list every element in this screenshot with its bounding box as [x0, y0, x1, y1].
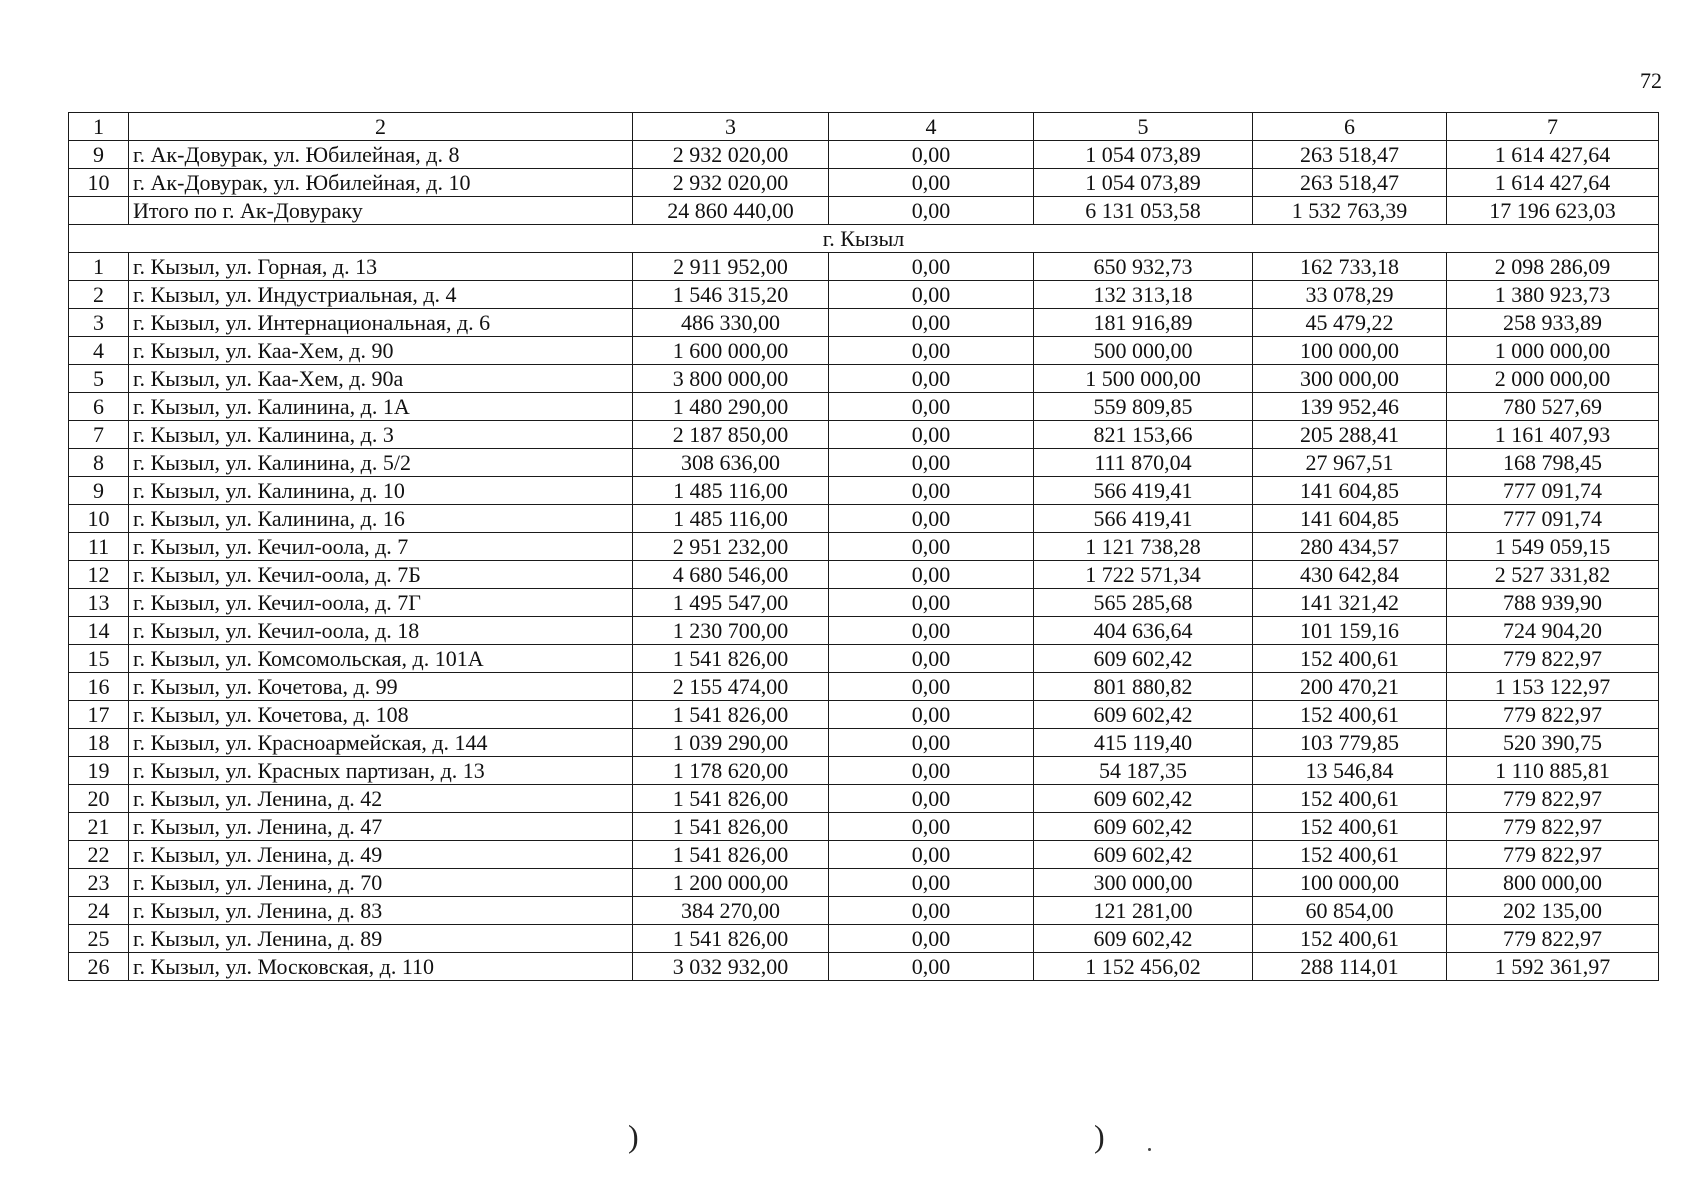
row-number-cell: 20 [69, 785, 129, 813]
col7-cell: 724 904,20 [1447, 617, 1659, 645]
col4-cell: 0,00 [829, 617, 1034, 645]
col7-cell: 777 091,74 [1447, 477, 1659, 505]
col6-cell: 288 114,01 [1253, 953, 1447, 981]
table-row [69, 533, 1659, 561]
col5-cell: 1 500 000,00 [1034, 365, 1253, 393]
address-cell: г. Кызыл, ул. Интернациональная, д. 6 [129, 309, 633, 337]
col4-cell: 0,00 [829, 701, 1034, 729]
row-number-cell: 25 [69, 925, 129, 953]
row-number-cell: 6 [69, 393, 129, 421]
address-cell: г. Кызыл, ул. Калинина, д. 5/2 [129, 449, 633, 477]
col4-cell: 0,00 [829, 505, 1034, 533]
row-number-cell: 4 [69, 337, 129, 365]
col4-cell: 0,00 [829, 281, 1034, 309]
address-cell: г. Кызыл, ул. Красных партизан, д. 13 [129, 757, 633, 785]
page-number: 72 [1640, 68, 1662, 93]
col6-cell: 200 470,21 [1253, 673, 1447, 701]
row-number-cell: 3 [69, 309, 129, 337]
footer-mark-left: ) [628, 1118, 639, 1154]
col4-cell: 0,00 [829, 253, 1034, 281]
col3-cell: 2 155 474,00 [633, 673, 829, 701]
table-row [69, 253, 1659, 281]
address-cell: г. Кызыл, ул. Ленина, д. 70 [129, 869, 633, 897]
address-cell: г. Кызыл, ул. Красноармейская, д. 144 [129, 729, 633, 757]
col7-cell: 1 153 122,97 [1447, 673, 1659, 701]
row-number-cell: 7 [69, 421, 129, 449]
table-row [69, 953, 1659, 981]
col3-cell: 384 270,00 [633, 897, 829, 925]
data-table [68, 112, 1659, 981]
col7-cell: 202 135,00 [1447, 897, 1659, 925]
col6-cell: 205 288,41 [1253, 421, 1447, 449]
col7-cell: 780 527,69 [1447, 393, 1659, 421]
table-row [69, 477, 1659, 505]
footer-mark-right: ) [1094, 1118, 1105, 1154]
col6-cell: 162 733,18 [1253, 253, 1447, 281]
col7-cell: 777 091,74 [1447, 505, 1659, 533]
col4-cell: 0,00 [829, 785, 1034, 813]
table-row [69, 897, 1659, 925]
row-number-cell: 19 [69, 757, 129, 785]
col4-cell: 0,00 [829, 449, 1034, 477]
col3-cell: 24 860 440,00 [633, 197, 829, 225]
col5-cell: 609 602,42 [1034, 785, 1253, 813]
table-row [69, 673, 1659, 701]
col6-cell: 141 604,85 [1253, 505, 1447, 533]
col5-cell: 121 281,00 [1034, 897, 1253, 925]
col4-cell: 0,00 [829, 589, 1034, 617]
col7-cell: 779 822,97 [1447, 813, 1659, 841]
table-row [69, 617, 1659, 645]
col6-cell: 280 434,57 [1253, 533, 1447, 561]
col4-cell: 0,00 [829, 729, 1034, 757]
col5-cell: 821 153,66 [1034, 421, 1253, 449]
row-number-cell: 9 [69, 141, 129, 169]
col5-cell: 565 285,68 [1034, 589, 1253, 617]
col5-cell: 404 636,64 [1034, 617, 1253, 645]
table-row [69, 449, 1659, 477]
col3-cell: 1 600 000,00 [633, 337, 829, 365]
row-number-cell: 11 [69, 533, 129, 561]
col5-cell: 300 000,00 [1034, 869, 1253, 897]
row-number-cell: 22 [69, 841, 129, 869]
col4-cell: 0,00 [829, 673, 1034, 701]
col4-cell: 0,00 [829, 169, 1034, 197]
col5-cell: 609 602,42 [1034, 841, 1253, 869]
col7-cell: 1 380 923,73 [1447, 281, 1659, 309]
col5-cell: 1 722 571,34 [1034, 561, 1253, 589]
col6-cell: 103 779,85 [1253, 729, 1447, 757]
col4-cell: 0,00 [829, 309, 1034, 337]
col7-cell: 779 822,97 [1447, 925, 1659, 953]
col4-cell: 0,00 [829, 645, 1034, 673]
address-cell: г. Кызыл, ул. Кечил-оола, д. 7Б [129, 561, 633, 589]
col4-cell: 0,00 [829, 869, 1034, 897]
address-cell: г. Кызыл, ул. Калинина, д. 16 [129, 505, 633, 533]
col6-cell: 152 400,61 [1253, 813, 1447, 841]
col3-cell: 1 541 826,00 [633, 813, 829, 841]
col7-cell: 520 390,75 [1447, 729, 1659, 757]
address-cell: г. Кызыл, ул. Ленина, д. 49 [129, 841, 633, 869]
col6-cell: 141 321,42 [1253, 589, 1447, 617]
table-row [69, 561, 1659, 589]
col4-cell: 0,00 [829, 533, 1034, 561]
col3-cell: 3 800 000,00 [633, 365, 829, 393]
col5-cell: 1 054 073,89 [1034, 141, 1253, 169]
col7-cell: 1 614 427,64 [1447, 141, 1659, 169]
col4-cell: 0,00 [829, 421, 1034, 449]
column-header: 5 [1034, 113, 1253, 141]
row-number-cell: 17 [69, 701, 129, 729]
col3-cell: 1 541 826,00 [633, 925, 829, 953]
address-cell: г. Кызыл, ул. Ленина, д. 47 [129, 813, 633, 841]
row-number-cell [69, 197, 129, 225]
col5-cell: 566 419,41 [1034, 477, 1253, 505]
address-cell: г. Кызыл, ул. Индустриальная, д. 4 [129, 281, 633, 309]
table-row [69, 785, 1659, 813]
col5-cell: 609 602,42 [1034, 813, 1253, 841]
table-row [69, 701, 1659, 729]
table-row [69, 141, 1659, 169]
col3-cell: 3 032 932,00 [633, 953, 829, 981]
row-number-cell: 1 [69, 253, 129, 281]
address-cell: г. Кызыл, ул. Каа-Хем, д. 90а [129, 365, 633, 393]
row-number-cell: 10 [69, 505, 129, 533]
col6-cell: 13 546,84 [1253, 757, 1447, 785]
col7-cell: 1 161 407,93 [1447, 421, 1659, 449]
col7-cell: 2 098 286,09 [1447, 253, 1659, 281]
col7-cell: 1 549 059,15 [1447, 533, 1659, 561]
col6-cell: 152 400,61 [1253, 925, 1447, 953]
col6-cell: 27 967,51 [1253, 449, 1447, 477]
col5-cell: 181 916,89 [1034, 309, 1253, 337]
column-header: 7 [1447, 113, 1659, 141]
table-row [69, 309, 1659, 337]
row-number-cell: 24 [69, 897, 129, 925]
table-row [69, 393, 1659, 421]
address-cell: г. Кызыл, ул. Кечил-оола, д. 7Г [129, 589, 633, 617]
col7-cell: 2 000 000,00 [1447, 365, 1659, 393]
col5-cell: 6 131 053,58 [1034, 197, 1253, 225]
col4-cell: 0,00 [829, 813, 1034, 841]
col4-cell: 0,00 [829, 477, 1034, 505]
table-body [69, 113, 1659, 981]
col7-cell: 258 933,89 [1447, 309, 1659, 337]
address-cell: г. Кызыл, ул. Калинина, д. 1А [129, 393, 633, 421]
address-cell: г. Кызыл, ул. Кечил-оола, д. 18 [129, 617, 633, 645]
col7-cell: 2 527 331,82 [1447, 561, 1659, 589]
col7-cell: 1 614 427,64 [1447, 169, 1659, 197]
col4-cell: 0,00 [829, 337, 1034, 365]
col4-cell: 0,00 [829, 393, 1034, 421]
table-row [69, 365, 1659, 393]
col4-cell: 0,00 [829, 897, 1034, 925]
address-cell: г. Кызыл, ул. Кочетова, д. 99 [129, 673, 633, 701]
col5-cell: 54 187,35 [1034, 757, 1253, 785]
col7-cell: 1 110 885,81 [1447, 757, 1659, 785]
row-number-cell: 21 [69, 813, 129, 841]
col5-cell: 609 602,42 [1034, 645, 1253, 673]
address-cell: г. Кызыл, ул. Московская, д. 110 [129, 953, 633, 981]
row-number-cell: 23 [69, 869, 129, 897]
col5-cell: 559 809,85 [1034, 393, 1253, 421]
address-cell: г. Кызыл, ул. Кочетова, д. 108 [129, 701, 633, 729]
row-number-cell: 9 [69, 477, 129, 505]
col3-cell: 2 911 952,00 [633, 253, 829, 281]
col4-cell: 0,00 [829, 953, 1034, 981]
col3-cell: 1 541 826,00 [633, 645, 829, 673]
row-number-cell: 18 [69, 729, 129, 757]
col7-cell: 788 939,90 [1447, 589, 1659, 617]
table-row [69, 841, 1659, 869]
col6-cell: 100 000,00 [1253, 869, 1447, 897]
table-row [69, 169, 1659, 197]
col3-cell: 1 541 826,00 [633, 785, 829, 813]
col7-cell: 800 000,00 [1447, 869, 1659, 897]
table-row [69, 729, 1659, 757]
col6-cell: 100 000,00 [1253, 337, 1447, 365]
col3-cell: 1 039 290,00 [633, 729, 829, 757]
col3-cell: 1 541 826,00 [633, 701, 829, 729]
col4-cell: 0,00 [829, 561, 1034, 589]
col6-cell: 1 532 763,39 [1253, 197, 1447, 225]
col3-cell: 1 485 116,00 [633, 477, 829, 505]
col6-cell: 101 159,16 [1253, 617, 1447, 645]
col6-cell: 141 604,85 [1253, 477, 1447, 505]
col6-cell: 263 518,47 [1253, 141, 1447, 169]
col3-cell: 2 187 850,00 [633, 421, 829, 449]
col7-cell: 17 196 623,03 [1447, 197, 1659, 225]
col4-cell: 0,00 [829, 141, 1034, 169]
col5-cell: 132 313,18 [1034, 281, 1253, 309]
address-cell: г. Кызыл, ул. Ленина, д. 89 [129, 925, 633, 953]
row-number-cell: 13 [69, 589, 129, 617]
col3-cell: 2 951 232,00 [633, 533, 829, 561]
col4-cell: 0,00 [829, 757, 1034, 785]
col5-cell: 1 054 073,89 [1034, 169, 1253, 197]
address-cell: г. Кызыл, ул. Калинина, д. 10 [129, 477, 633, 505]
table-row [69, 505, 1659, 533]
col4-cell: 0,00 [829, 197, 1034, 225]
col7-cell: 779 822,97 [1447, 701, 1659, 729]
col7-cell: 779 822,97 [1447, 785, 1659, 813]
col6-cell: 430 642,84 [1253, 561, 1447, 589]
row-number-cell: 15 [69, 645, 129, 673]
col3-cell: 1 178 620,00 [633, 757, 829, 785]
col6-cell: 152 400,61 [1253, 701, 1447, 729]
table-row [69, 421, 1659, 449]
col4-cell: 0,00 [829, 925, 1034, 953]
scan-speck [1148, 1148, 1151, 1151]
col6-cell: 60 854,00 [1253, 897, 1447, 925]
table-row [69, 645, 1659, 673]
col6-cell: 152 400,61 [1253, 841, 1447, 869]
col5-cell: 1 121 738,28 [1034, 533, 1253, 561]
col6-cell: 152 400,61 [1253, 785, 1447, 813]
table-row [69, 925, 1659, 953]
col5-cell: 609 602,42 [1034, 701, 1253, 729]
row-number-cell: 14 [69, 617, 129, 645]
subtotal-row [69, 197, 1659, 225]
col3-cell: 1 546 315,20 [633, 281, 829, 309]
table-row [69, 757, 1659, 785]
section-title: г. Кызыл [69, 225, 1659, 253]
table-row [69, 281, 1659, 309]
col5-cell: 415 119,40 [1034, 729, 1253, 757]
col7-cell: 779 822,97 [1447, 645, 1659, 673]
address-cell: г. Кызыл, ул. Кечил-оола, д. 7 [129, 533, 633, 561]
col3-cell: 2 932 020,00 [633, 141, 829, 169]
col6-cell: 45 479,22 [1253, 309, 1447, 337]
row-number-cell: 8 [69, 449, 129, 477]
col5-cell: 111 870,04 [1034, 449, 1253, 477]
table-row [69, 813, 1659, 841]
col7-cell: 779 822,97 [1447, 841, 1659, 869]
col5-cell: 566 419,41 [1034, 505, 1253, 533]
table-row [69, 869, 1659, 897]
col7-cell: 1 000 000,00 [1447, 337, 1659, 365]
row-number-cell: 2 [69, 281, 129, 309]
col3-cell: 486 330,00 [633, 309, 829, 337]
column-header: 6 [1253, 113, 1447, 141]
table-row [69, 589, 1659, 617]
column-header: 3 [633, 113, 829, 141]
col6-cell: 152 400,61 [1253, 645, 1447, 673]
col4-cell: 0,00 [829, 365, 1034, 393]
col5-cell: 650 932,73 [1034, 253, 1253, 281]
col6-cell: 263 518,47 [1253, 169, 1447, 197]
col5-cell: 801 880,82 [1034, 673, 1253, 701]
col3-cell: 4 680 546,00 [633, 561, 829, 589]
col5-cell: 1 152 456,02 [1034, 953, 1253, 981]
col4-cell: 0,00 [829, 841, 1034, 869]
address-cell: г. Кызыл, ул. Комсомольская, д. 101А [129, 645, 633, 673]
col6-cell: 33 078,29 [1253, 281, 1447, 309]
row-number-cell: 16 [69, 673, 129, 701]
row-number-cell: 5 [69, 365, 129, 393]
address-cell: г. Кызыл, ул. Ленина, д. 42 [129, 785, 633, 813]
col7-cell: 1 592 361,97 [1447, 953, 1659, 981]
table-row [69, 337, 1659, 365]
row-number-cell: 10 [69, 169, 129, 197]
col6-cell: 300 000,00 [1253, 365, 1447, 393]
address-cell: г. Кызыл, ул. Каа-Хем, д. 90 [129, 337, 633, 365]
col3-cell: 308 636,00 [633, 449, 829, 477]
col3-cell: 1 495 547,00 [633, 589, 829, 617]
column-header-row [69, 113, 1659, 141]
address-cell: г. Кызыл, ул. Ленина, д. 83 [129, 897, 633, 925]
col5-cell: 500 000,00 [1034, 337, 1253, 365]
col3-cell: 1 485 116,00 [633, 505, 829, 533]
section-header-row [69, 225, 1659, 253]
column-header: 4 [829, 113, 1034, 141]
address-cell: Итого по г. Ак-Довураку [129, 197, 633, 225]
col3-cell: 1 200 000,00 [633, 869, 829, 897]
col7-cell: 168 798,45 [1447, 449, 1659, 477]
col5-cell: 609 602,42 [1034, 925, 1253, 953]
address-cell: г. Кызыл, ул. Калинина, д. 3 [129, 421, 633, 449]
address-cell: г. Ак-Довурак, ул. Юбилейная, д. 8 [129, 141, 633, 169]
column-header: 1 [69, 113, 129, 141]
row-number-cell: 12 [69, 561, 129, 589]
address-cell: г. Ак-Довурак, ул. Юбилейная, д. 10 [129, 169, 633, 197]
col6-cell: 139 952,46 [1253, 393, 1447, 421]
col3-cell: 1 230 700,00 [633, 617, 829, 645]
column-header: 2 [129, 113, 633, 141]
address-cell: г. Кызыл, ул. Горная, д. 13 [129, 253, 633, 281]
row-number-cell: 26 [69, 953, 129, 981]
col3-cell: 2 932 020,00 [633, 169, 829, 197]
col3-cell: 1 541 826,00 [633, 841, 829, 869]
col3-cell: 1 480 290,00 [633, 393, 829, 421]
